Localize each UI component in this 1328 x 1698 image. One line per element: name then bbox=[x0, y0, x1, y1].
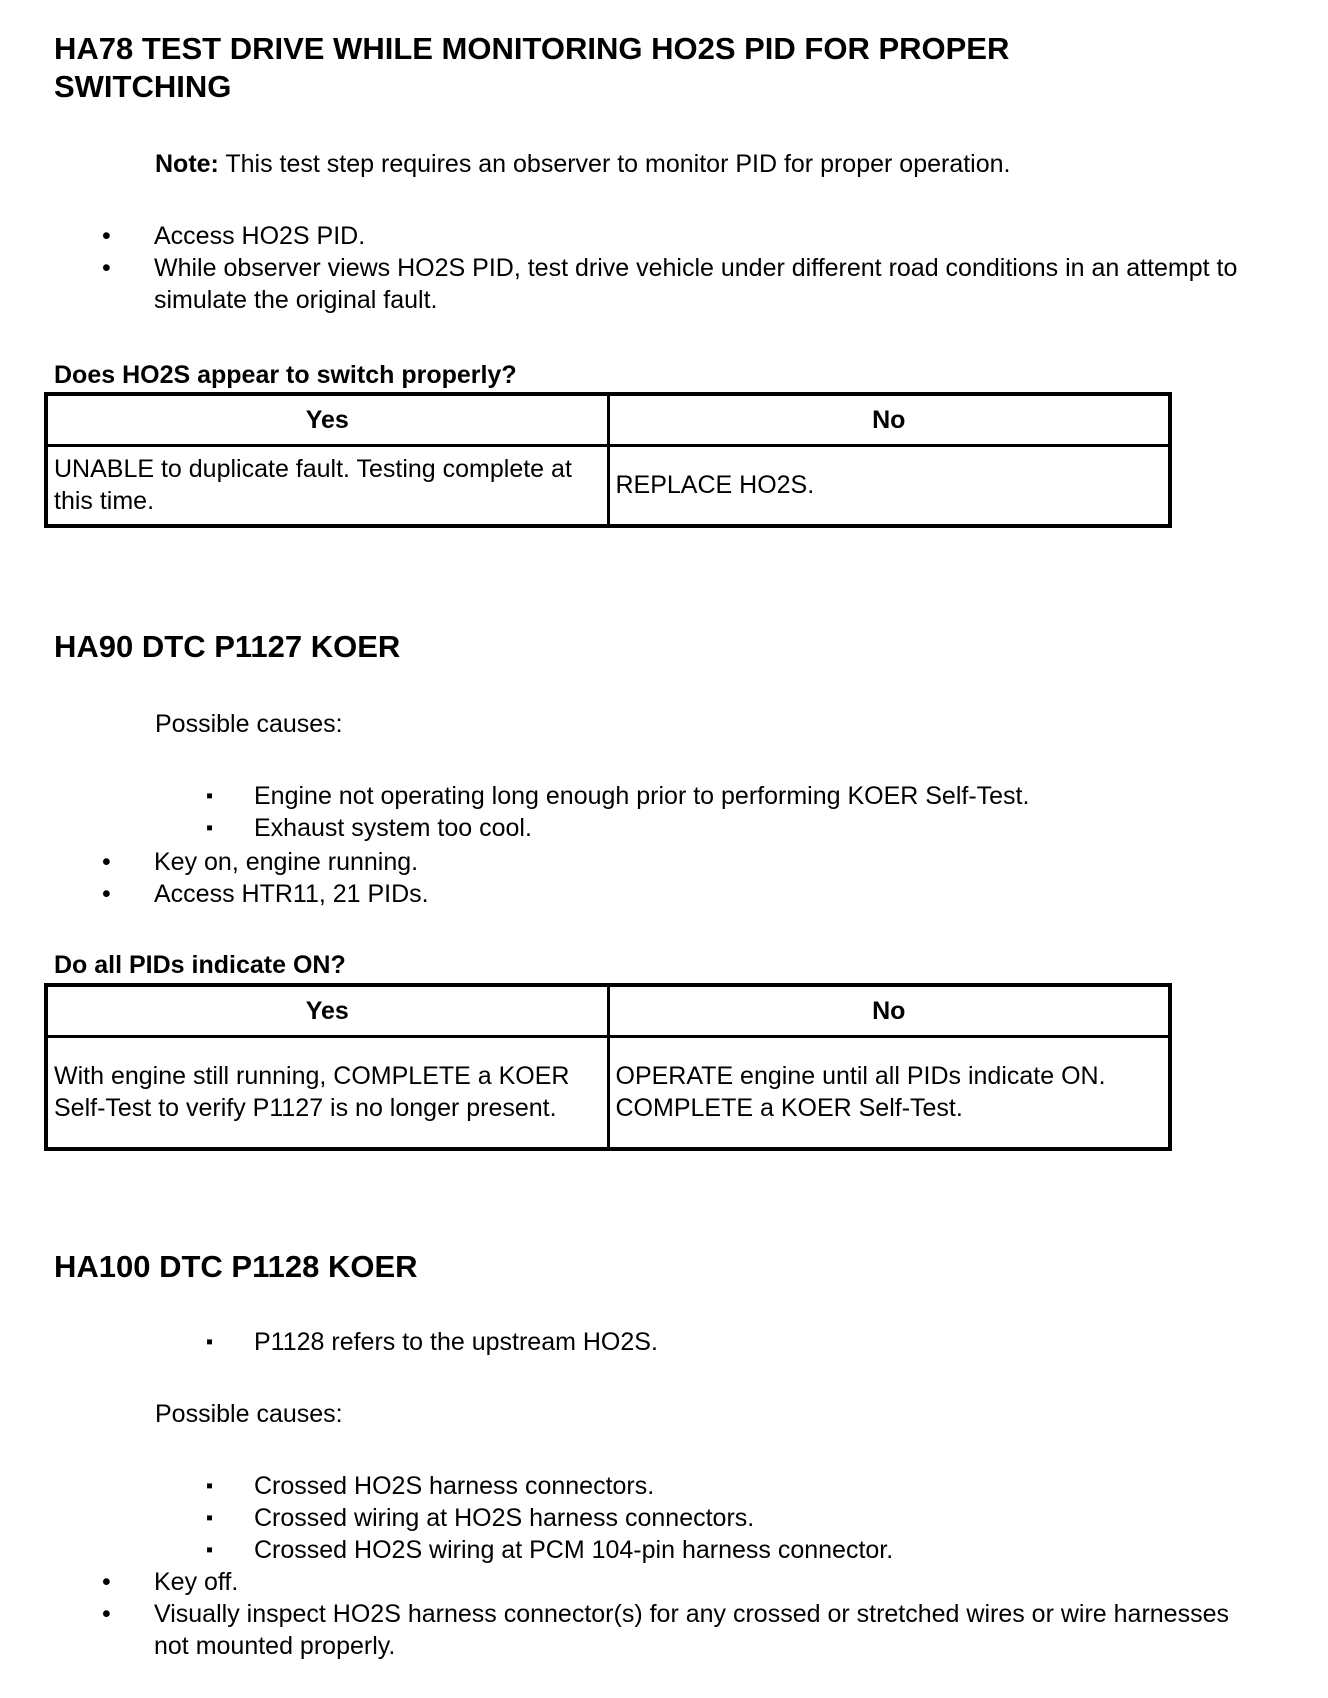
yes-header: Yes bbox=[46, 394, 608, 446]
list-item: • Access HO2S PID. bbox=[100, 220, 1260, 252]
list-item: ▪ Crossed wiring at HO2S harness connectors. bbox=[200, 1502, 1260, 1534]
list-item: ▪ Exhaust system too cool. bbox=[200, 812, 1260, 844]
possible-causes-label: Possible causes: bbox=[155, 1400, 343, 1428]
no-cell: REPLACE HO2S. bbox=[608, 446, 1170, 526]
yes-no-table-ha78 bbox=[44, 392, 1172, 528]
yes-header: Yes bbox=[46, 985, 608, 1037]
bullet-list-ha90 bbox=[100, 846, 1260, 910]
yes-no-table-ha90 bbox=[44, 983, 1172, 1151]
no-cell: OPERATE engine until all PIDs indicate ON. COMPLETE a KOER Self-Test. bbox=[608, 1037, 1170, 1149]
question-ha78: Does HO2S appear to switch properly? bbox=[54, 361, 517, 389]
yes-cell: UNABLE to duplicate fault. Testing complete at this time. bbox=[46, 446, 608, 526]
list-item: • Key on, engine running. bbox=[100, 846, 1260, 878]
no-header: No bbox=[608, 985, 1170, 1037]
note-label: Note: bbox=[155, 150, 219, 178]
title-line-1: HA78 TEST DRIVE WHILE MONITORING HO2S PID FOR PROPER bbox=[54, 31, 1010, 66]
list-item: ▪ P1128 refers to the upstream HO2S. bbox=[200, 1326, 1260, 1358]
note bbox=[155, 148, 1010, 180]
notes-list-ha100 bbox=[200, 1326, 1260, 1358]
section-title-ha100: HA100 DTC P1128 KOER bbox=[54, 1249, 418, 1284]
question-ha90: Do all PIDs indicate ON? bbox=[54, 951, 346, 979]
title-line-2: SWITCHING bbox=[54, 69, 232, 104]
list-item: • Access HTR11, 21 PIDs. bbox=[100, 878, 1260, 910]
yes-cell: With engine still running, COMPLETE a KOER Self-Test to verify P1127 is no longer present. bbox=[46, 1037, 608, 1149]
causes-list-ha90 bbox=[200, 780, 1260, 844]
no-header: No bbox=[608, 394, 1170, 446]
list-item: ▪ Crossed HO2S wiring at PCM 104-pin harness connector. bbox=[200, 1534, 1260, 1566]
note-text: This test step requires an observer to monitor PID for proper operation. bbox=[218, 150, 1011, 178]
list-item: • Visually inspect HO2S harness connector(s) for any crossed or stretched wires or wire harnesses not mounted properly. bbox=[100, 1598, 1260, 1662]
section-title-ha78 bbox=[54, 30, 1009, 106]
list-item: • While observer views HO2S PID, test drive vehicle under different road conditions in an attempt to simulate the original fault. bbox=[100, 252, 1260, 316]
possible-causes-label: Possible causes: bbox=[155, 710, 343, 738]
list-item: ▪ Engine not operating long enough prior to performing KOER Self-Test. bbox=[200, 780, 1260, 812]
bullet-list-ha100 bbox=[100, 1566, 1260, 1662]
causes-list-ha100 bbox=[200, 1470, 1260, 1566]
list-item: ▪ Crossed HO2S harness connectors. bbox=[200, 1470, 1260, 1502]
list-item: • Key off. bbox=[100, 1566, 1260, 1598]
bullet-list-ha78 bbox=[100, 220, 1260, 316]
section-title-ha90: HA90 DTC P1127 KOER bbox=[54, 629, 401, 664]
